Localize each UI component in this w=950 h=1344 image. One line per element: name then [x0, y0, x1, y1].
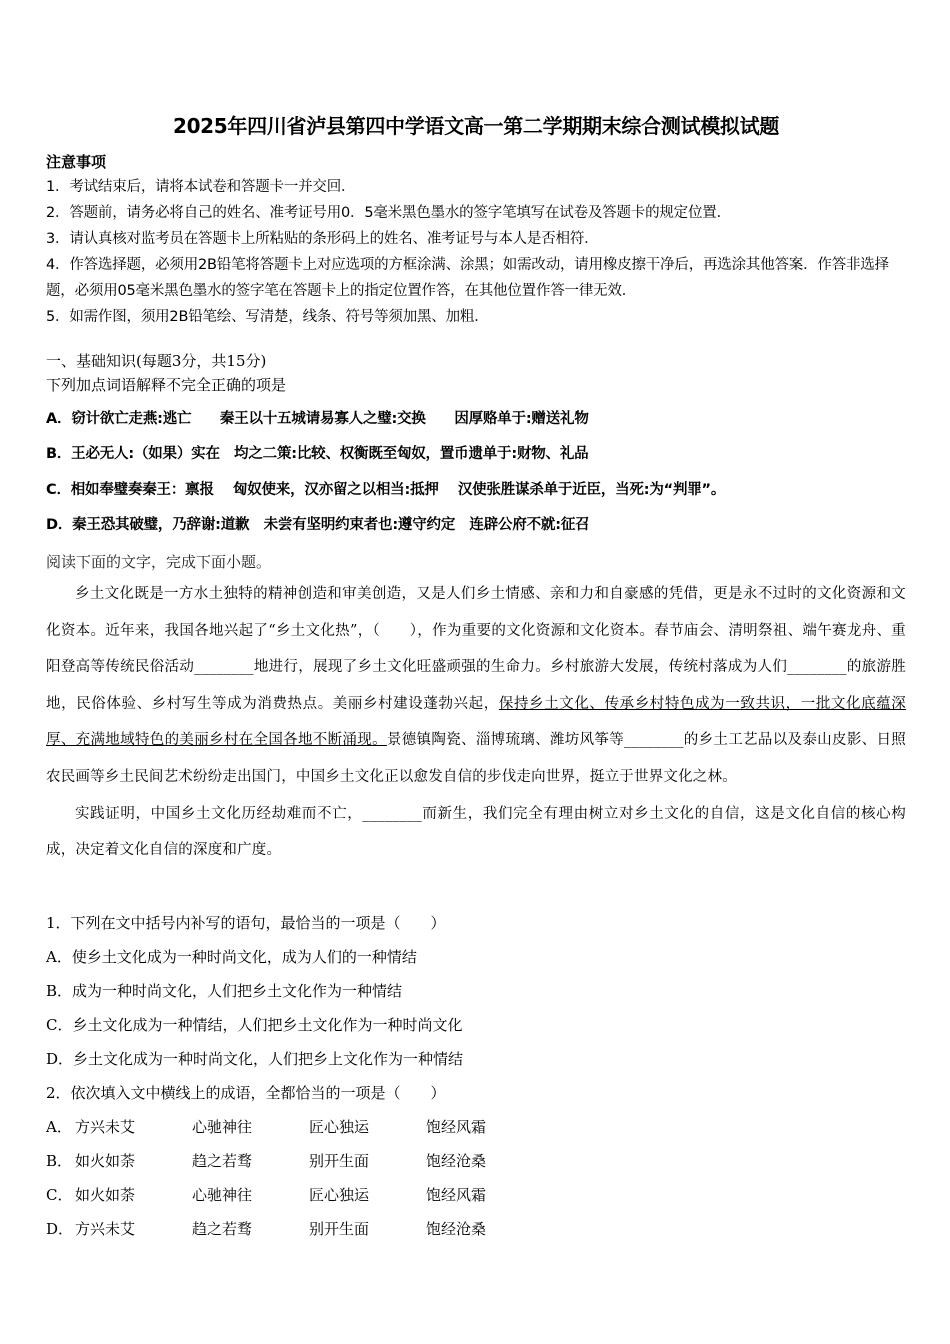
option-choice: 饱经沧桑	[426, 1152, 487, 1170]
notice-item: 2．答题前，请务必将自己的姓名、准考证号用0．5毫米黑色墨水的签字笔填写在试卷及答题卡的规定位置．	[46, 205, 731, 221]
option-choice: 饱经沧桑	[426, 1220, 487, 1238]
notice-item: 5．如需作图，须用2B铅笔绘、写清楚，线条、符号等须加黑、加粗．	[46, 309, 489, 325]
option-choice: 如火如荼	[75, 1152, 136, 1170]
option-choice: 如火如荼	[75, 1186, 136, 1204]
notice-heading: 注意事项	[46, 153, 107, 171]
question-1-option: A．使乡土文化成为一种时尚文化，成为人们的一种情结	[46, 948, 417, 966]
notice-list	[46, 174, 906, 330]
question-1-option: D．乡土文化成为一种时尚文化，人们把乡上文化作为一种情结	[46, 1050, 464, 1068]
option-choice: 趋之若骛	[192, 1220, 253, 1238]
option-choice: 方兴未艾	[75, 1118, 136, 1136]
option-choice: 饱经风霜	[426, 1118, 487, 1136]
option-choice: 匠心独运	[309, 1118, 370, 1136]
question-1-option: B．成为一种时尚文化，人们把乡土文化作为一种情结	[46, 982, 403, 1000]
section-heading: 一、基础知识(每题3分，共15分)	[46, 352, 267, 370]
option-choice: 别开生面	[309, 1220, 370, 1238]
passage-text: 景德镇陶瓷、淄博琉璃、潍坊风筝等________的乡土工艺品以及泰山皮影、日照农民画等乡土民间艺术纷纷走出国门，中国乡土文化正以愈发自信的步伐走向世界，挺立于世界文化之林。	[46, 732, 906, 785]
option-letter: D．	[46, 1220, 74, 1238]
option-d: D．秦王恐其破璧，乃辞谢:道歉 未尝有坚明约束者也:遵守约定 连辟公府不就:征召	[46, 517, 590, 533]
option-b: B．王必无人:（如果）实在 均之二策:比较、权衡既至匈奴，置币遗单于:财物、礼品	[46, 446, 589, 462]
passage-paragraph: 实践证明，中国乡土文化历经劫难而不亡，________而新生，我们完全有理由树立对乡土文化的自信，这是文化自信的核心构成，决定着文化自信的深度和广度。	[46, 805, 906, 859]
option-choice: 饱经风霜	[426, 1186, 487, 1204]
option-choice: 趋之若骛	[192, 1152, 253, 1170]
option-choice: 匠心独运	[309, 1186, 370, 1204]
question-1-option: C．乡土文化成为一种情结，人们把乡土文化作为一种时尚文化	[46, 1016, 463, 1034]
page-title: 2025年四川省泸县第四中学语文高一第二学期期末综合测试模拟试题	[172, 114, 780, 138]
option-choice: 心驰神往	[192, 1118, 253, 1136]
question-2-stem: 2．依次填入文中横线上的成语，全都恰当的一项是（ ）	[46, 1084, 446, 1102]
question-1-stem: 1．下列在文中括号内补写的语句，最恰当的一项是（ ）	[46, 914, 446, 932]
notice-item: 3．请认真核对监考员在答题卡上所粘贴的条形码上的姓名、准考证号与本人是否相符．	[46, 231, 599, 247]
reading-passage	[46, 576, 906, 869]
option-choice: 方兴未艾	[75, 1220, 136, 1238]
notice-item: 1．考试结束后，请将本试卷和答题卡一并交回．	[46, 179, 356, 195]
section-question: 下列加点词语解释不完全正确的项是	[46, 376, 287, 394]
option-choice: 别开生面	[309, 1152, 370, 1170]
option-letter: A．	[46, 1118, 72, 1136]
option-a: A．窃计欲亡走燕:逃亡 秦王以十五城请易寡人之璧:交换 因厚赂单于:赠送礼物	[46, 411, 589, 427]
notice-item: 4．作答选择题，必须用2B铅笔将答题卡上对应选项的方框涂满、涂黑；如需改动，请用橡皮擦干净后，再选涂其他答案．作答非选择题，必须用05毫米黑色墨水的签字笔在答题卡上的指定位置作答，在其他位置作答一律无效．	[46, 257, 889, 299]
option-letter: B．	[46, 1152, 73, 1170]
reading-instruction: 阅读下面的文字，完成下面小题。	[46, 553, 272, 571]
option-c: C．相如奉璧奏秦王：禀报 匈奴使来，汉亦留之以相当:抵押 汉使张胜谋杀单于近臣，当死:为“判罪”。	[46, 482, 726, 498]
option-choice: 心驰神往	[192, 1186, 253, 1204]
option-letter: C．	[46, 1186, 73, 1204]
passage-text: 乡土文化既是一方水土独特的精神创造和审美创造，又是人们乡土情感、亲和力和自豪感的凭借，更是永不过时的文化资源和文化资本。近年来，我国各地兴起了“乡土文化热”，（ ），作为重要的文化资源和文化资本。春节庙会、清明祭祖、端午赛龙舟、重阳登高等传统民俗活动________地进行，展现了乡土文化旺盛顽强的生命力。乡村旅游大发展，传统村落成为人们________的旅游胜地，民俗体验、乡村写生等成为消费热点。美丽乡村建设蓬勃兴起，	[46, 586, 906, 712]
passage-paragraph	[46, 576, 906, 796]
passage-underlined-sentence: 保持乡土文化、传承乡村特色成为一致共识，一批文化底蕴深厚、充满地域特色的美丽乡村在全国各地不断涌现。	[46, 695, 906, 749]
